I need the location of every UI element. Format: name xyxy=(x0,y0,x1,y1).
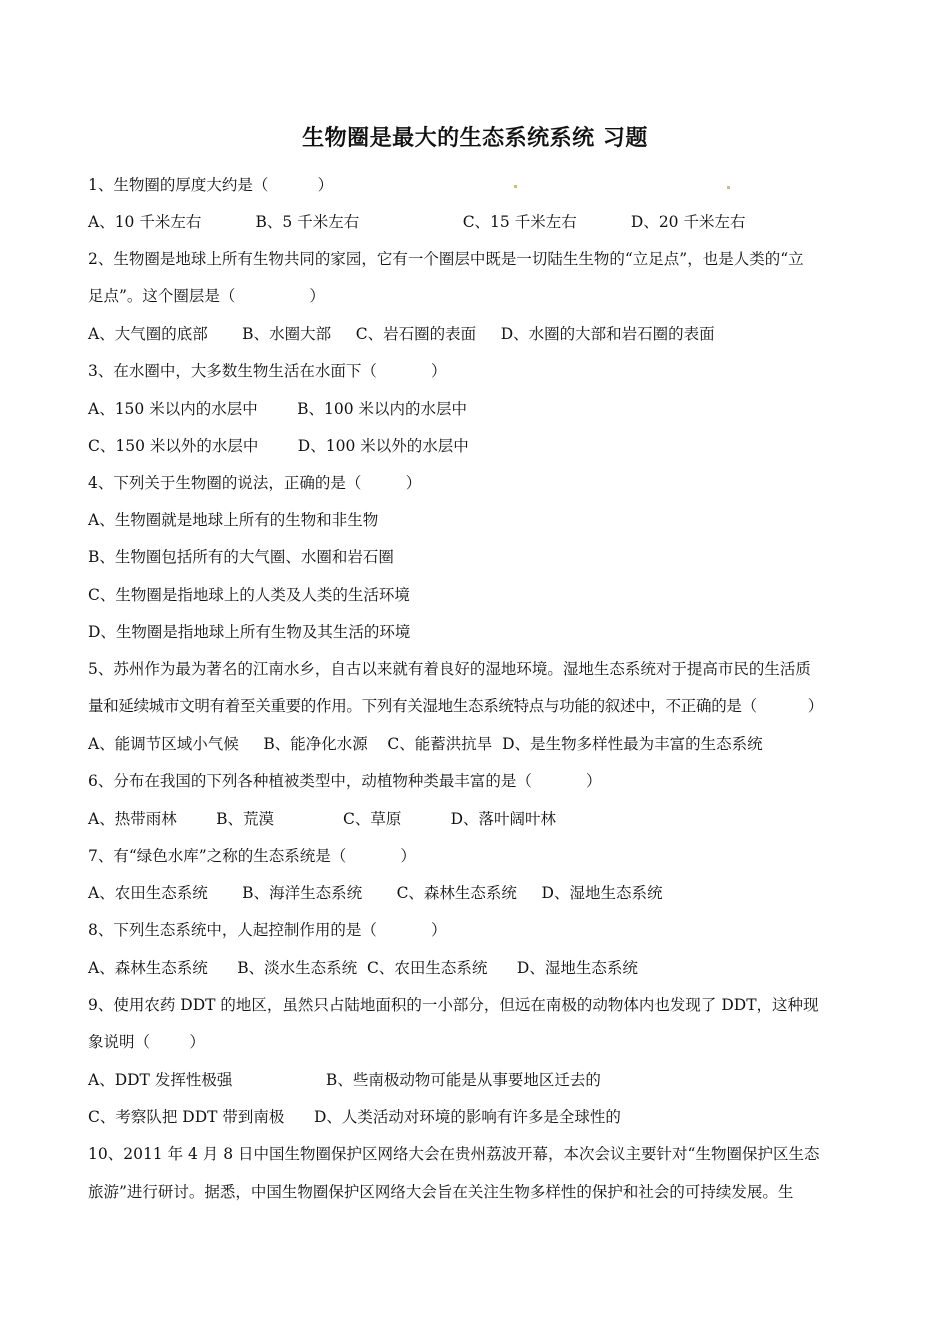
page-title: 生物圈是最大的生态系统系统 习题 xyxy=(302,126,648,151)
question-3-options-cd: C、150 米以外的水层中 D、100 米以外的水层中 xyxy=(88,437,469,455)
question-1-options: A、10 千米左右 B、5 千米左右 C、15 千米左右 D、20 千米左右 xyxy=(88,213,746,231)
question-4-option-b: B、生物圈包括所有的大气圈、水圈和岩石圈 xyxy=(88,548,394,566)
question-10-stem-line-1: 10、2011 年 4 月 8 日中国生物圈保护区网络大会在贵州荔波开幕，本次会议主要针对“生物圈保护区生态 xyxy=(88,1145,820,1163)
question-7-options: A、农田生态系统 B、海洋生态系统 C、森林生态系统 D、湿地生态系统 xyxy=(88,884,663,902)
question-9-stem-line-2: 象说明（ ） xyxy=(88,1033,205,1051)
question-10-stem-line-2: 旅游”进行研讨。据悉，中国生物圈保护区网络大会旨在关注生物多样性的保护和社会的可持续发展。生 xyxy=(88,1183,794,1201)
question-5-options: A、能调节区域小气候 B、能净化水源 C、能蓄洪抗旱 D、是生物多样性最为丰富的生态系统 xyxy=(88,735,763,753)
question-5-stem-line-2: 量和延续城市文明有着至关重要的作用。下列有关湿地生态系统特点与功能的叙述中，不正确的是（ ） xyxy=(88,697,823,715)
question-9-options-cd: C、考察队把 DDT 带到南极 D、人类活动对环境的影响有许多是全球性的 xyxy=(88,1108,621,1126)
question-4-option-a: A、生物圈就是地球上所有的生物和非生物 xyxy=(88,511,379,529)
question-2-stem-line-1: 2、生物圈是地球上所有生物共同的家园，它有一个圈层中既是一切陆生生物的“立足点”，也是人类的“立 xyxy=(88,250,804,268)
question-5-stem-line-1: 5、苏州作为最为著名的江南水乡，自古以来就有着良好的湿地环境。湿地生态系统对于提高市民的生活质 xyxy=(88,660,811,678)
question-9-stem-line-1: 9、使用农药 DDT 的地区，虽然只占陆地面积的一小部分，但远在南极的动物体内也发现了 DDT，这种现 xyxy=(88,996,819,1014)
question-9-options-ab: A、DDT 发挥性极强 B、些南极动物可能是从事要地区迁去的 xyxy=(88,1071,601,1089)
question-6-options: A、热带雨林 B、荒漠 C、草原 D、落叶阔叶林 xyxy=(88,810,557,828)
question-6-stem: 6、分布在我国的下列各种植被类型中，动植物种类最丰富的是（ ） xyxy=(88,772,602,790)
question-2-options: A、大气圈的底部 B、水圈大部 C、岩石圈的表面 D、水圈的大部和岩石圈的表面 xyxy=(88,325,715,343)
question-4-option-d: D、生物圈是指地球上所有生物及其生活的环境 xyxy=(88,623,411,641)
question-3-stem: 3、在水圈中，大多数生物生活在水面下（ ） xyxy=(88,362,447,380)
question-8-options: A、森林生态系统 B、淡水生态系统 C、农田生态系统 D、湿地生态系统 xyxy=(88,959,638,977)
question-8-stem: 8、下列生态系统中，人起控制作用的是（ ） xyxy=(88,921,447,939)
question-4-stem: 4、下列关于生物圈的说法，正确的是（ ） xyxy=(88,474,422,492)
question-3-options-ab: A、150 米以内的水层中 B、100 米以内的水层中 xyxy=(88,400,468,418)
scan-speck xyxy=(514,185,517,188)
question-4-option-c: C、生物圈是指地球上的人类及人类的生活环境 xyxy=(88,586,410,604)
question-1-stem: 1、生物圈的厚度大约是（ ） xyxy=(88,176,334,194)
scan-speck xyxy=(727,186,730,189)
question-2-stem-line-2: 足点”。这个圈层是（ ） xyxy=(88,287,325,305)
question-7-stem: 7、有“绿色水库”之称的生态系统是（ ） xyxy=(88,847,416,865)
